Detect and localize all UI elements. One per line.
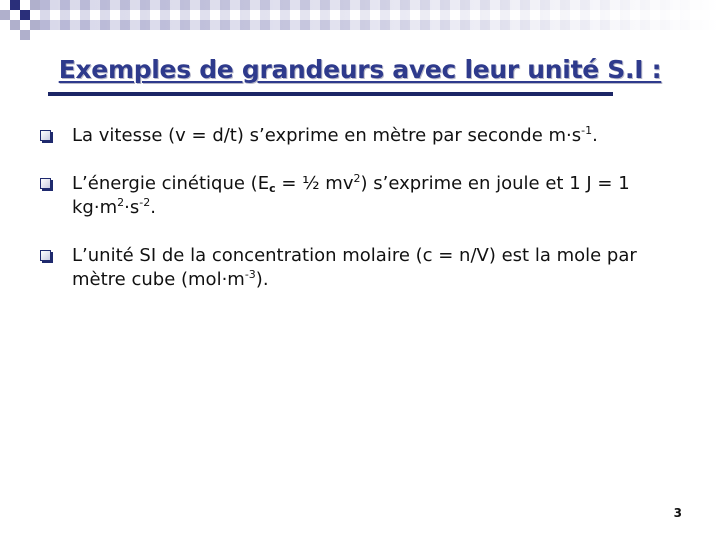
bullet-text: . bbox=[592, 125, 598, 146]
corner-square bbox=[30, 0, 40, 10]
list-item bbox=[40, 172, 690, 220]
decorative-top-bar bbox=[40, 0, 720, 30]
subscript: c bbox=[269, 182, 276, 195]
superscript: -3 bbox=[244, 268, 256, 281]
superscript: -2 bbox=[139, 196, 151, 209]
checkbox-bullet-icon bbox=[40, 130, 51, 141]
slide-title: Exemples de grandeurs avec leur unité S.I : bbox=[58, 55, 662, 84]
bullet-text: ) s’exprime en joule et 1 J = 1 kg·m bbox=[72, 173, 630, 218]
checkbox-bullet-icon bbox=[40, 250, 51, 261]
bullet-text: L’énergie cinétique (E bbox=[72, 173, 270, 194]
bullet-list bbox=[40, 124, 690, 292]
bullet-text: ). bbox=[255, 269, 269, 290]
bullet-text: = ½ mv bbox=[275, 173, 354, 194]
title-underline-rule bbox=[48, 92, 613, 96]
superscript: 2 bbox=[353, 172, 361, 185]
checkbox-bullet-icon bbox=[40, 178, 51, 189]
corner-square bbox=[30, 20, 40, 30]
page-number: 3 bbox=[673, 506, 682, 520]
bullet-text: ·s bbox=[124, 197, 140, 218]
corner-square bbox=[10, 0, 20, 10]
list-item bbox=[40, 244, 690, 292]
corner-square bbox=[20, 10, 30, 20]
bullet-text: La vitesse (v = d/t) s’exprime en mètre par seconde m·s bbox=[72, 125, 582, 146]
superscript: 2 bbox=[117, 196, 125, 209]
corner-square bbox=[10, 20, 20, 30]
bullet-text: L’unité SI de la concentration molaire (c = n/V) est la mole par mètre cube (mol·m bbox=[72, 245, 637, 290]
corner-square bbox=[20, 30, 30, 40]
superscript: -1 bbox=[581, 124, 593, 137]
corner-square bbox=[0, 10, 10, 20]
list-item bbox=[40, 124, 690, 148]
bullet-text: . bbox=[150, 197, 156, 218]
